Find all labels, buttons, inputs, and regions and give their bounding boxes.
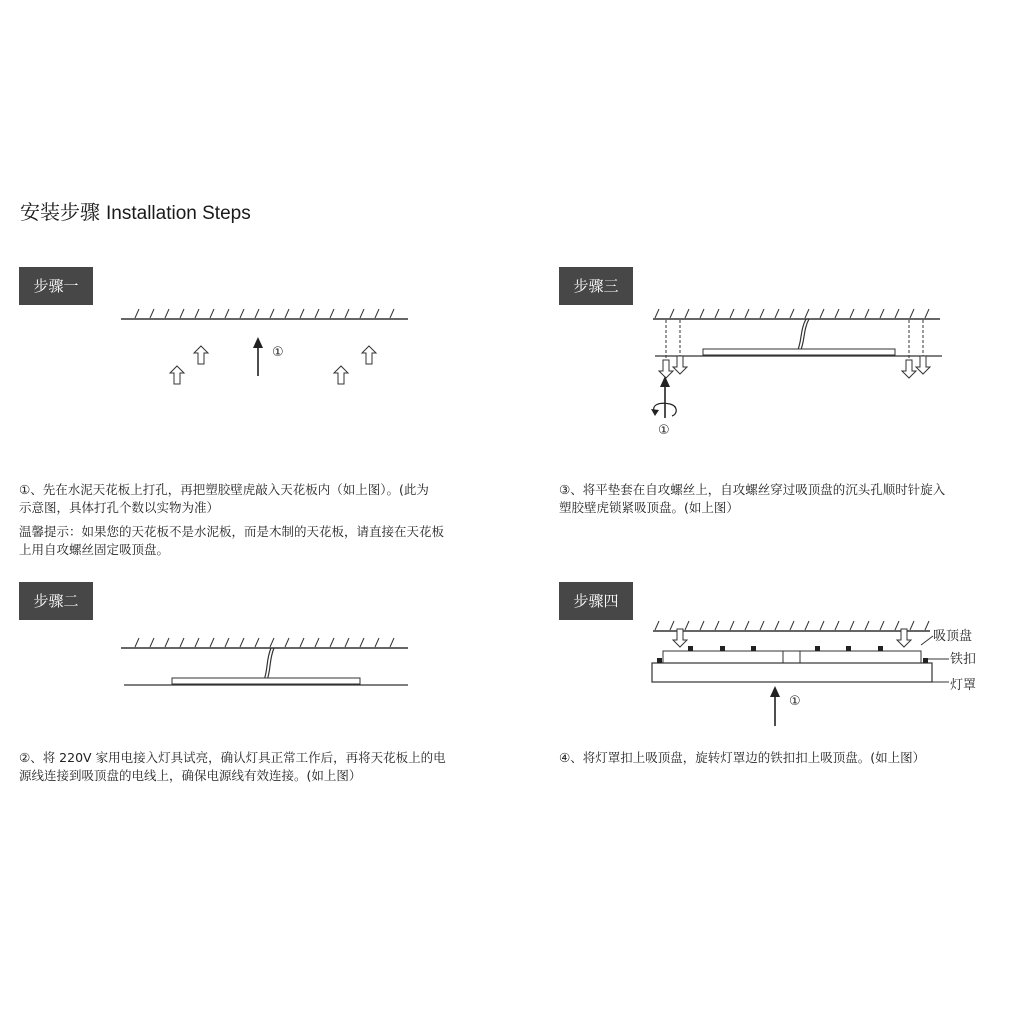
- step-1-line-2: 示意图，具体打孔个数以实物为准）: [19, 500, 220, 515]
- hatch-mark: [210, 638, 214, 647]
- hatch-mark: [910, 309, 914, 318]
- ceiling-plate: [703, 349, 895, 355]
- hatch-mark: [820, 309, 824, 318]
- step-1-marker: ①: [272, 345, 284, 360]
- step-4-diagram: [652, 621, 976, 726]
- hatch-mark: [805, 309, 809, 318]
- hatch-mark: [165, 638, 169, 647]
- step-3-marker: ①: [658, 423, 670, 438]
- hatch-mark: [315, 309, 319, 318]
- screw-drive-arrow: [651, 376, 676, 418]
- anchor-arrow-4: [362, 346, 376, 364]
- title-en: Installation Steps: [106, 203, 251, 224]
- step-2-line-2: 源线连接到吸顶盘的电线上，确保电源线有效连接。(如上图）: [19, 768, 362, 783]
- hatch-mark: [345, 309, 349, 318]
- hatch-mark: [300, 309, 304, 318]
- title-cn: 安装步骤: [20, 200, 100, 224]
- hatch-mark: [150, 309, 154, 318]
- step-1-description: [19, 481, 444, 559]
- step-3-diagram: [651, 309, 942, 438]
- hatch-mark: [315, 638, 319, 647]
- anchor-arrow-2: [194, 346, 208, 364]
- hatch-mark: [700, 621, 704, 630]
- step-1-tip-line-2: 上用自攻螺丝固定吸顶盘。: [19, 542, 170, 557]
- hatch-mark: [375, 309, 379, 318]
- hatch-mark: [910, 621, 914, 630]
- hatch-mark: [225, 638, 229, 647]
- step-2-diagram: [121, 638, 408, 685]
- hatch-mark: [925, 621, 929, 630]
- drill-arrow: [253, 337, 263, 376]
- hatch-mark: [285, 638, 289, 647]
- hatch-mark: [375, 638, 379, 647]
- callout-cover: 灯罩: [950, 678, 977, 693]
- hatch-mark: [895, 309, 899, 318]
- hatch-mark: [390, 309, 394, 318]
- hatch-mark: [685, 309, 689, 318]
- hatch-mark: [790, 309, 794, 318]
- hatch-mark: [865, 309, 869, 318]
- hatch-mark: [715, 309, 719, 318]
- hatch-mark: [240, 309, 244, 318]
- hatch-mark: [685, 621, 689, 630]
- hatch-mark: [360, 638, 364, 647]
- hatch-mark: [210, 309, 214, 318]
- hatch-mark: [390, 638, 394, 647]
- hatch-mark: [655, 309, 659, 318]
- step-1-line-1: ①、先在水泥天花板上打孔，再把塑胶壁虎敲入天花板内（如上图）。(此为: [19, 482, 429, 497]
- ceiling-plate: [172, 678, 360, 684]
- hatch-mark: [300, 638, 304, 647]
- screw-arrow-1: [659, 360, 673, 378]
- hatch-mark: [790, 621, 794, 630]
- hatch-mark: [150, 638, 154, 647]
- ceiling-hatch: [135, 309, 394, 318]
- screw-arrow-3: [902, 360, 916, 378]
- step-1-label: 步骤一: [19, 267, 93, 305]
- callout-clip: 铁扣: [950, 652, 977, 667]
- hatch-mark: [745, 621, 749, 630]
- hatch-mark: [745, 309, 749, 318]
- hatch-mark: [775, 621, 779, 630]
- hatch-mark: [270, 638, 274, 647]
- hatch-mark: [655, 621, 659, 630]
- hatch-mark: [285, 309, 289, 318]
- hatch-mark: [730, 309, 734, 318]
- callout-plate: 吸顶盘: [933, 629, 973, 644]
- hatch-mark: [195, 309, 199, 318]
- step-3-description: [559, 481, 945, 517]
- hatch-mark: [865, 621, 869, 630]
- hatch-mark: [180, 309, 184, 318]
- hatch-mark: [700, 309, 704, 318]
- hatch-mark: [345, 638, 349, 647]
- step-3-line-1: ③、将平垫套在自攻螺丝上，自攻螺丝穿过吸顶盘的沉头孔顺时针旋入: [559, 482, 946, 497]
- step-2-description: [19, 749, 446, 785]
- hatch-mark: [255, 309, 259, 318]
- step-1-tip-line-1: 温馨提示：如果您的天花板不是水泥板，而是木制的天花板，请直接在天花板: [19, 524, 445, 539]
- hatch-mark: [670, 309, 674, 318]
- hatch-mark: [760, 309, 764, 318]
- hatch-mark: [895, 621, 899, 630]
- hatch-mark: [180, 638, 184, 647]
- hatch-mark: [195, 638, 199, 647]
- hatch-mark: [255, 638, 259, 647]
- hatch-mark: [225, 309, 229, 318]
- step-4-line-1: ④、将灯罩扣上吸顶盘，旋转灯罩边的铁扣扣上吸顶盘。(如上图）: [559, 750, 926, 765]
- step-2-line-1: ②、将 220V 家用电接入灯具试亮，确认灯具正常工作后，再将天花板上的电: [19, 750, 446, 765]
- anchor-arrow-1: [170, 366, 184, 384]
- hatch-mark: [775, 309, 779, 318]
- hatch-mark: [330, 309, 334, 318]
- hatch-mark: [135, 638, 139, 647]
- hatch-mark: [240, 638, 244, 647]
- hatch-mark: [880, 621, 884, 630]
- anchor-arrow-3: [334, 366, 348, 384]
- hatch-mark: [165, 309, 169, 318]
- screw-arrow-2: [673, 356, 687, 374]
- lamp-cover: [652, 663, 932, 682]
- hatch-mark: [135, 309, 139, 318]
- hatch-mark: [925, 309, 929, 318]
- cover-up-arrow: [770, 686, 780, 726]
- hatch-mark: [805, 621, 809, 630]
- hatch-mark: [715, 621, 719, 630]
- hatch-mark: [360, 309, 364, 318]
- step-2-label: 步骤二: [19, 582, 93, 620]
- step-4-label: 步骤四: [559, 582, 633, 620]
- hatch-mark: [760, 621, 764, 630]
- hatch-mark: [820, 621, 824, 630]
- hatch-mark: [835, 621, 839, 630]
- step-4-description: [559, 749, 925, 767]
- hatch-mark: [835, 309, 839, 318]
- step-4-marker: ①: [789, 694, 801, 709]
- screw-arrow-4: [916, 356, 930, 374]
- hatch-mark: [850, 621, 854, 630]
- step-3-label: 步骤三: [559, 267, 633, 305]
- hatch-mark: [270, 309, 274, 318]
- step-3-line-2: 塑胶壁虎锁紧吸顶盘。(如上图）: [559, 500, 739, 515]
- hatch-mark: [330, 638, 334, 647]
- hatch-mark: [880, 309, 884, 318]
- hatch-mark: [730, 621, 734, 630]
- hatch-mark: [850, 309, 854, 318]
- hatch-mark: [670, 621, 674, 630]
- step-1-diagram: [121, 309, 408, 384]
